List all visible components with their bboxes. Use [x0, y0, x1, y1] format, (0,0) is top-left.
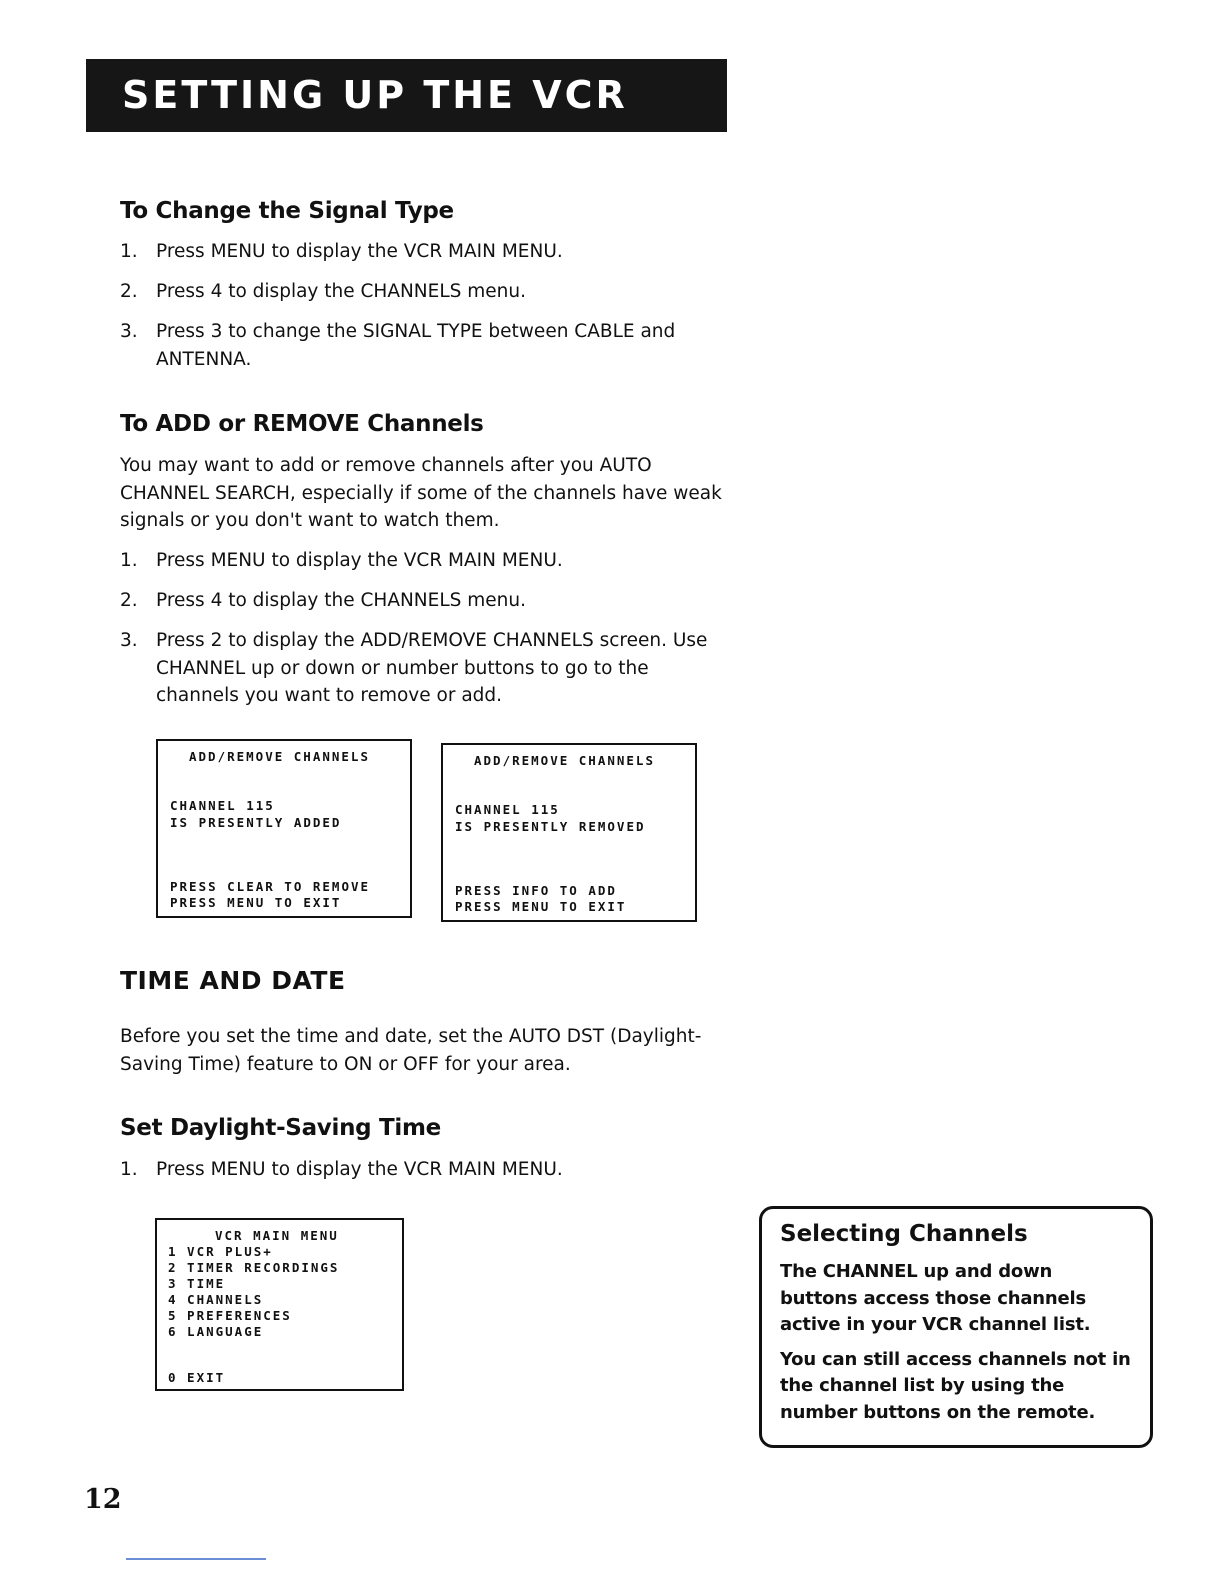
menu-item: 3 TIME: [168, 1276, 226, 1291]
page-number: 12: [84, 1484, 122, 1515]
screen-line: PRESS MENU TO EXIT: [455, 899, 627, 914]
screen-line: PRESS CLEAR TO REMOVE: [170, 879, 371, 894]
list-item: 2. Press 4 to display the CHANNELS menu.: [120, 281, 526, 302]
screen-line: PRESS MENU TO EXIT: [170, 895, 342, 910]
note-paragraph: The CHANNEL up and down buttons access those channels active in your VCR channel list.: [780, 1261, 1091, 1335]
screen-line: IS PRESENTLY ADDED: [170, 815, 342, 830]
dst-steps: [120, 1156, 730, 1196]
list-item: 1. Press MENU to display the VCR MAIN MENU.: [120, 1159, 563, 1180]
menu-item: 6 LANGUAGE: [168, 1324, 264, 1339]
screen-line: IS PRESENTLY REMOVED: [455, 819, 646, 834]
footer-rule: [126, 1558, 266, 1560]
screen-title: ADD/REMOVE CHANNELS: [474, 753, 655, 768]
banner-title: SETTING UP THE VCR: [122, 73, 628, 117]
list-item: 3. Press 2 to display the ADD/REMOVE CHANNELS screen. Use CHANNEL up or down or number buttons to go to the channels you want to remove or add.: [120, 630, 708, 706]
add-remove-heading: To ADD or REMOVE Channels: [120, 411, 484, 437]
screen-title: ADD/REMOVE CHANNELS: [189, 749, 370, 764]
list-item: 2. Press 4 to display the CHANNELS menu.: [120, 590, 526, 611]
menu-item: 2 TIMER RECORDINGS: [168, 1260, 340, 1275]
screen-line: CHANNEL 115: [170, 798, 275, 813]
add-remove-intro: You may want to add or remove channels after you AUTO CHANNEL SEARCH, especially if some of the channels have weak signals or you don't want to watch them.: [120, 455, 722, 531]
section-banner: [86, 59, 727, 132]
signal-type-heading: To Change the Signal Type: [120, 198, 454, 224]
screen-channel-removed: [441, 743, 697, 922]
screen-line: CHANNEL 115: [455, 802, 560, 817]
screen-vcr-main-menu: [155, 1218, 404, 1391]
list-item: 3. Press 3 to change the SIGNAL TYPE between CABLE and ANTENNA.: [120, 321, 676, 370]
note-title: Selecting Channels: [780, 1221, 1028, 1247]
screen-channel-added: [156, 739, 412, 918]
list-item: 1. Press MENU to display the VCR MAIN MENU.: [120, 550, 563, 571]
menu-item: 5 PREFERENCES: [168, 1308, 292, 1323]
add-remove-steps: [120, 547, 730, 722]
signal-type-steps: [120, 238, 730, 386]
selecting-channels-note: [759, 1206, 1153, 1448]
menu-item: 1 VCR PLUS+: [168, 1244, 273, 1259]
note-paragraph: You can still access channels not in the channel list by using the number buttons on the remote.: [780, 1348, 1131, 1423]
menu-exit: 0 EXIT: [168, 1370, 226, 1385]
time-date-intro: Before you set the time and date, set the AUTO DST (Daylight-Saving Time) feature to ON or OFF for your area.: [120, 1026, 702, 1075]
dst-heading: Set Daylight-Saving Time: [120, 1115, 441, 1141]
list-item: 1. Press MENU to display the VCR MAIN MENU.: [120, 241, 563, 262]
menu-item: 4 CHANNELS: [168, 1292, 264, 1307]
screen-line: PRESS INFO TO ADD: [455, 883, 617, 898]
screen-title: VCR MAIN MENU: [215, 1228, 339, 1243]
time-date-heading: TIME AND DATE: [120, 966, 346, 995]
